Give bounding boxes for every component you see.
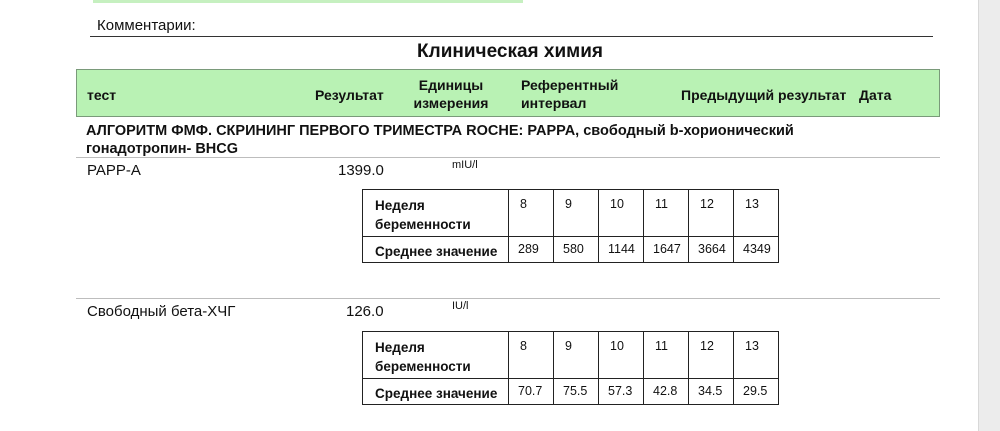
header-previous-result: Предыдущий результат <box>681 87 847 103</box>
header-reference-line2: интервал <box>521 95 587 111</box>
mean-value-cell: 289 <box>509 237 554 263</box>
mean-value-cell: 4349 <box>734 237 779 263</box>
week-cell: 12 <box>689 190 734 237</box>
header-date: Дата <box>859 87 892 103</box>
week-cell: 11 <box>644 332 689 379</box>
table-row <box>363 332 779 379</box>
week-cell: 9 <box>554 190 599 237</box>
mean-value-cell: 57.3 <box>599 379 644 405</box>
header-reference-line1: Референтный <box>521 77 619 93</box>
reference-table-free-beta-hcg <box>362 331 779 405</box>
results-table-header <box>76 69 940 117</box>
week-cell: 10 <box>599 190 644 237</box>
mean-value-cell: 1144 <box>599 237 644 263</box>
mean-value-cell: 29.5 <box>734 379 779 405</box>
week-cell: 9 <box>554 332 599 379</box>
page-edge-shadow <box>978 0 1000 431</box>
table-row <box>363 379 779 405</box>
mean-label-cell: Среднее значение <box>363 237 509 263</box>
algorithm-title-line2: гонадотропин- BHCG <box>86 141 239 157</box>
comments-underline <box>90 36 933 37</box>
mean-label-cell: Среднее значение <box>363 379 509 405</box>
week-cell: 11 <box>644 190 689 237</box>
mean-value-cell: 75.5 <box>554 379 599 405</box>
test-name-papp-a: PAPP-A <box>87 162 141 179</box>
week-label-line1: Неделя <box>375 198 425 213</box>
table-row <box>363 237 779 263</box>
mean-value-cell: 3664 <box>689 237 734 263</box>
week-label-cell <box>363 332 509 379</box>
row-separator <box>76 298 940 299</box>
test-unit-papp-a: mIU/l <box>452 159 478 171</box>
reference-table-papp-a <box>362 189 779 263</box>
header-units-line2: измерения <box>413 95 489 111</box>
week-cell: 12 <box>689 332 734 379</box>
week-label-line1: Неделя <box>375 340 425 355</box>
header-reference <box>521 76 618 112</box>
week-label-cell <box>363 190 509 237</box>
week-label-line2: беременности <box>375 359 471 374</box>
week-label-line2: беременности <box>375 217 471 232</box>
test-name-free-beta-hcg: Свободный бета-ХЧГ <box>87 303 236 320</box>
mean-value-cell: 42.8 <box>644 379 689 405</box>
header-units-line1: Единицы <box>418 77 484 93</box>
week-cell: 13 <box>734 332 779 379</box>
table-row <box>363 190 779 237</box>
week-cell: 13 <box>734 190 779 237</box>
test-result-free-beta-hcg: 126.0 <box>346 303 384 320</box>
header-result: Результат <box>315 87 384 103</box>
mean-value-cell: 34.5 <box>689 379 734 405</box>
header-units <box>411 76 491 112</box>
mean-value-cell: 70.7 <box>509 379 554 405</box>
row-separator <box>76 157 940 158</box>
section-title: Клиническая химия <box>417 41 603 62</box>
week-cell: 8 <box>509 190 554 237</box>
previous-section-band <box>93 0 523 3</box>
comments-label: Комментарии: <box>97 17 196 34</box>
algorithm-title <box>86 122 886 158</box>
mean-value-cell: 1647 <box>644 237 689 263</box>
week-cell: 8 <box>509 332 554 379</box>
test-result-papp-a: 1399.0 <box>338 162 384 179</box>
header-test: тест <box>87 87 117 103</box>
test-unit-free-beta-hcg: IU/l <box>452 300 469 312</box>
algorithm-title-line1: АЛГОРИТМ ФМФ. СКРИНИНГ ПЕРВОГО ТРИМЕСТРА ROCHE: PAPPA, свободный b-хорионический <box>86 123 794 139</box>
week-cell: 10 <box>599 332 644 379</box>
mean-value-cell: 580 <box>554 237 599 263</box>
